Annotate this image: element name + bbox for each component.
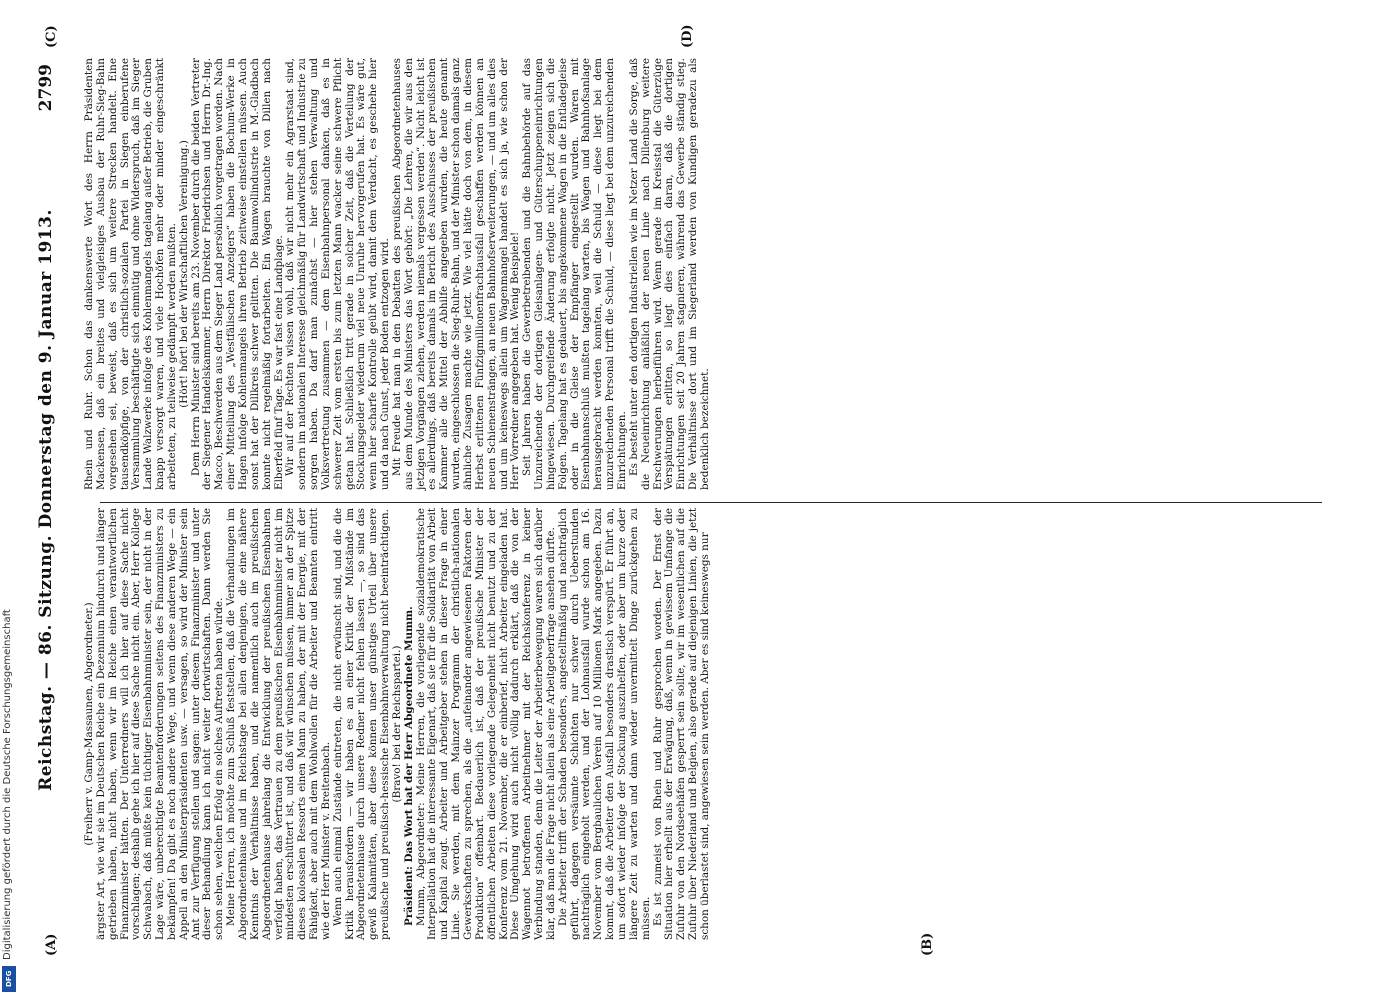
header-title: Reichstag. — 86. Sitzung. Donnerstag den 9. Januar 1913. — [36, 209, 56, 791]
margin-marker-b: (B) — [920, 932, 935, 956]
paragraph: Präsident: Das Wort hat der Herr Abgeordnete Mumm. — [402, 606, 415, 926]
paragraph: (Bravo! bei der Reichspartei.) — [390, 645, 403, 803]
right-column — [84, 58, 712, 490]
paragraph: Wenn auch einmal Zustände eintreten, die nicht erwünscht sind, und die die Kritik herausfordern — wir haben es an einer Kritik der Mißstände im Abgeordnetenhause durch unsere Redner nicht fehlen lassen —, so sind das gewiß Kalamitäten, aber diese können unser günstiges Urteil über unsere preußische und preußisch-hessische Eisenbahnverwaltung nicht beeinträchtigen. — [331, 508, 392, 940]
left-column — [84, 508, 712, 940]
paragraph: Meine Herren, ich möchte zum Schluß feststellen, daß die Verhandlungen im Abgeordnetenhause und im Reichstage bei allen denjenigen, die eine nähere Kenntnis der Verhältnisse haben, und die namentlich auch im preußischen Abgeordnetenhause jahrelang die Entwicklung der preußischen Eisenbahnen verfolgt haben, das Vertrauen zu dem preußischen Eisenbahnminister nicht im mindesten erschüttert ist, und daß wir wünschen müssen, immer an der Spitze dieses kolossalen Ressorts einen Mann zu haben, der mit der Energie, mit der Fähigkeit, aber auch mit dem Wohlwollen für die Arbeiter und Beamten eintritt wie der Herr Minister v. Breitenbach. — [225, 508, 332, 940]
digitization-credit: Digitalisierung gefördert durch die Deutsche Forschungsgemeinschaft — [2, 609, 13, 960]
paragraph: Rhein und Ruhr. Schon das dankenswerte Wort des Herrn Präsidenten Mackensen, daß ein breites und vielgleisiges Ausbau der Ruhr-Sieg-Bahn vorgesehen sei, beweist, daß es sich um weitere Strecken handelt. Eine tausendköpfige, von der christlich-sozialen Partei in Siegen einberufene Versammlung beschäftigte sich einmütig und ohne Widerspruch, daß im Sieger Lande Walzwerke infolge des Kohlenmangels tagelang außer Betrieb, die Gruben knapp versorgt waren, und viele Hochöfen mehr oder minder eingeschränkt arbeiteten, zu teilweise gedämpft werden mußten. — [83, 58, 178, 490]
column-divider — [100, 502, 1322, 503]
digitization-strip — [0, 0, 18, 1000]
margin-marker-c: (C) — [44, 25, 59, 48]
paragraph: Mumm, Abgeordneter: Meine Herren, die vorliegende sozialdemokratische Interpellation hat die interessante Eigenart, daß sie für die Solidarität von Arbeit und Kapital zeugt. Arbeiter und Arbeitgeber stehen in dieser Frage in einer Linie. Sie werden, mit dem Mainzer Programm der christlich-nationalen Gewerkschaften zu sprechen, als die „aufeinander angewiesenen Faktoren der Produktion“ offenbart. Bedauerlich ist, daß der preußische Minister der öffentlichen Arbeiten diese vorliegende Gelegenheit nicht benutzt und zu der Konferenz vom 21. November, die er einberief, nicht Arbeiter eingeladen hat. Diese Umgehung wird auch nicht völlig dadurch erklärt, daß die von der Wagennot betroffenen Arbeitnehmer mit der Reichskonferenz in keiner Verbindung standen, denn die Leiter der Arbeiterbewegung waren sich darüber klar, daß man die Frage nicht allein als eine Arbeitgeberfrage ansehen dürfte. — [414, 508, 557, 940]
page-header — [36, 60, 66, 940]
paragraph: ärgster Art, wie wir sie im Deutschen Reiche ein Dezennium hindurch und länger getrieben haben, nicht haben, wenn wir im Reiche einen verantwortlichen Finanzminister hätten. Der Unterredners will ich hier auf diese Sache nicht vorschlagen; deshalb gehe ich hier auf diese Sache nicht ein. Aber, Herr Kollege Schwabach, daß müßte kein tüchtiger Eisenbahnminister sein, der nicht in der Lage wäre, unberechtigte Beamtenforderungen seitens des Finanzministers zu bekämpfen! Da gibt es noch andere Wege, und wenn diese anderen Wege — ein Appell an den Ministerpräsidenten usw. — versagen, so wird der Minister sein Amt zur Verfügung stellen und sagen: unter diesem Finanzminister und unter dieser Behandlung kann ich nicht weiter fortwirtschaften. Dann werden Sie schon sehen, welchen Erfolg ein solches Auftreten haben würde. — [94, 508, 226, 940]
paragraph: Es besteht unter den dortigen Industriellen wie im Netzer Land die Sorge, daß die Neueinrichtung anläßlich der neuen Linie nach Dillenburg weitere Erschwerungen herbeiführen wird. Wenn gerade im Kreisstal die Güterzüge Verspätungen erlitten, so liegt dies einfach daran, daß die dortigen Einrichtungen seit 20 Jahren stagnieren, während das Gewerbe ständig stieg. Die Verhältnisse dort und im Siegerland werden von Kundigen geradezu als bedenklich bezeichnet. — [627, 58, 711, 490]
paragraph: Es ist zumeist von Rhein und Ruhr gesprochen worden. Der Ernst der Situation hier erhellt aus der Erwägung, daß, wenn in gewissem Umfange die Zufuhr von den Nordseehäfen gesperrt sein sollte, wir im wesentlichen auf die Zufuhr über Niederland und Belgien, also gerade auf diejenigen Linien, die jetzt schon überlastet sind, angewiesen sein werden. Aber es sind keineswegs nur — [651, 508, 711, 940]
dfg-logo: DFG — [2, 966, 16, 992]
paragraph: Mit Freude hat man in den Debatten des preußischen Abgeordnetenhauses aus dem Munde des Ministers das Wort gehört: „Die Lehren, die wir aus den jetzigen Vorgängen ziehen, werden niemals vergessen werden“. Nicht leicht ist es allerdings, daß bereits damals im Bericht des Ausschusses der preußischen Kammer alle die Mittel der Abhilfe angegeben wurden, die heute genannt wurden, eingeschlossen die Sieg-Ruhr-Bahn, und der Minister schon damals ganz ähnliche Zusagen machte wie jetzt. Wie viel hätte doch von dem, in diesem Herbst erlittenen Fünfzigmillionenfrachtausfall geschaffen werden können an neuen Schienensträngen, an neuen Bahnhofserweiterungen, — und um alles dies und um keineswegs allein um Wagenmangel handelt es sich ja, wie schon der Herr Vorredner angegeben hat. Wenig Beispiele! — [390, 58, 522, 490]
margin-marker-d: (D) — [680, 24, 695, 48]
paragraph: (Freiherr v. Gamp-Massaunen, Abgeordneter.) — [83, 602, 95, 846]
page-number: 2799 — [36, 64, 56, 112]
paragraph: Die Arbeiter trifft der Schaden besonders, angestelltmäßig und nachträglich geführt, dagegen versäumte Schichten nur schwer durch Ueberstunden nachträglich eingeholt werden, und der Lohnausfall wurde schon am 16. November vom Bergbaulichen Verein auf 10 Millionen Mark angegeben. Dazu kommt, daß die Arbeiter den Ausfall besonders drastisch verspürt. Er führt an, um sofort wieder infolge der Stockung auszuhelfen, oder aber um kurze oder längere Zeit zu warten und dann wieder unvermittelt Dinge zurückgehen zu müssen. — [556, 508, 652, 940]
margin-marker-a: (A) — [44, 933, 59, 956]
paragraph: Wir auf der Rechten wissen wohl, daß wir nicht mehr ein Agrarstaat sind, sondern im nationalen Interesse gleichmäßig für Landwirtschaft und Industrie zu sorgen haben. Da darf man zunächst — hier stehen Verwaltung und Volksvertretung zusammen — dem Eisenbahnpersonal danken, daß es in schwerer Zeit vom ersten bis zum letzten Mann wacker seine schwere Pflicht getan hat. Schließlich tritt gerade in solcher Zeit, daß die Verteilung der Stockungsgelder wiederum viel neue Unruhe hervorgerufen hat. Es wäre gut, wenn hier scharfe Kontrolle geübt wird, damit dem Verdacht, es geschehe hier und da nach Gunst, jeder Boden entzogen wird. — [284, 58, 392, 490]
paragraph: (Hört! hört! bei der Wirtschaftlichen Vereinigung.) — [177, 140, 190, 408]
paragraph: Dem Herrn Minister sind bereits am 23. November durch die beiden Vertreter der Siegener Handelskammer, Herrn Direktor Friedrichsen und Herrn Dr.-Ing. Macco, Beschwerden aus dem Sieger Land persönlich vorgetragen worden. Nach einer Mitteilung des „Westfälischen Anzeigers“ haben die Bochum-Werke in Hagen infolge Kohlenmangels ihren Betrieb zeitweise einstellen müssen. Auch sonst hat der Dillkreis schwer gelitten. Die Baumwollindustrie in M.-Gladbach konnte nicht regelmäßig fortarbeiten. Ein Wagen brauchte von Dillen nach Elberfeld fünf Tage. Es war fast eine Landplage. — [189, 58, 285, 490]
paragraph: Seit Jahren haben die Gewerbetreibenden und die Bahnbehörde auf das Unzureichende der dortigen Gleisanlagen- und Güterschuppeneinrichtungen hingewiesen. Durchgreifende Änderung erfolgte nicht. Jetzt zeigen sich die Folgen. Tagelang hat es gedauert, bis angekommene Wagen in die Entladegleise oder in die Gleise der Empfänger eingestellt wurden. Waren mit Eisenbahnanschluß mußten tagelang warten, bis Wagen und Bahnhofsanlage herausgebracht werden konnten, weil die Schuld — diese liegt bei dem unzureichenden Personal trifft die Schuld, — diese liegt bei dem unzureichenden Einrichtungen. — [521, 58, 628, 490]
